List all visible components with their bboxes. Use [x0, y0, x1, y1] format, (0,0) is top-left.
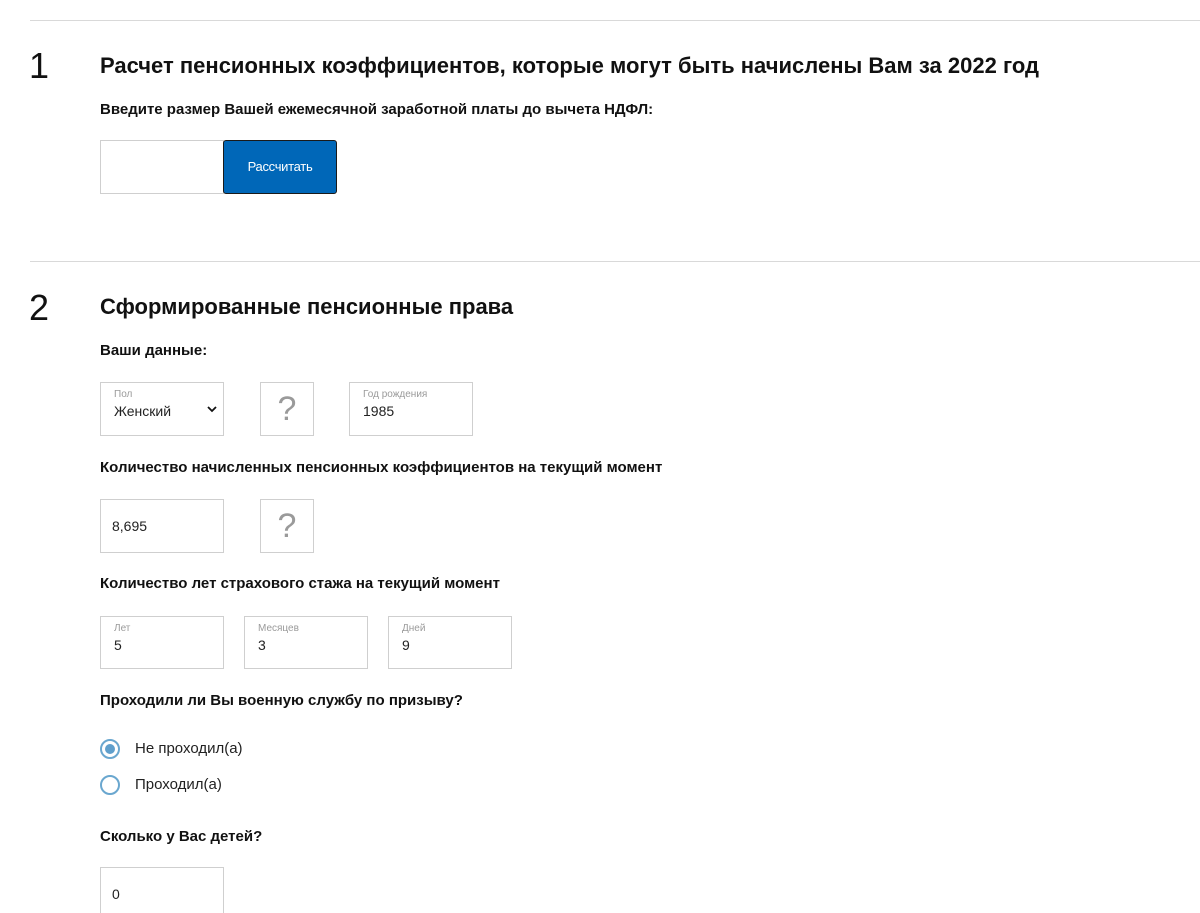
- step-number-1: 1: [29, 45, 50, 86]
- experience-days-label: Дней: [402, 623, 426, 634]
- section-2-title: Сформированные пенсионные права: [100, 294, 514, 319]
- experience-days-field[interactable]: [388, 616, 512, 669]
- experience-months-label: Месяцев: [258, 623, 299, 634]
- gender-value: Женский: [114, 403, 172, 419]
- children-value: 0: [112, 886, 120, 902]
- salary-label: Введите размер Вашей ежемесячной заработной платы до вычета НДФЛ:: [100, 101, 654, 118]
- birth-year-value: 1985: [363, 403, 395, 419]
- experience-days-value: 9: [402, 637, 410, 653]
- calculate-button[interactable]: Рассчитать: [223, 140, 337, 194]
- children-input[interactable]: [100, 867, 224, 913]
- children-label: Сколько у Вас детей?: [100, 828, 263, 845]
- salary-input[interactable]: [100, 140, 224, 194]
- section-divider: [30, 261, 1200, 262]
- step-number-2: 2: [29, 287, 50, 328]
- military-option-label: Проходил(а): [135, 776, 222, 793]
- gender-field-label: Пол: [114, 389, 133, 400]
- coefficients-value: 8,695: [112, 518, 148, 534]
- military-option-not-served[interactable]: [100, 739, 300, 761]
- your-data-label: Ваши данные:: [100, 342, 208, 359]
- coefficients-input[interactable]: [100, 499, 224, 553]
- radio-selected-icon[interactable]: [100, 739, 120, 759]
- experience-months-field[interactable]: [244, 616, 368, 669]
- birth-year-field-label: Год рождения: [363, 389, 428, 400]
- military-service-label: Проходили ли Вы военную службу по призыву?: [100, 692, 463, 709]
- coefficients-label: Количество начисленных пенсионных коэффициентов на текущий момент: [100, 459, 663, 476]
- gender-select[interactable]: [100, 382, 224, 436]
- experience-years-field[interactable]: [100, 616, 224, 669]
- radio-dot: [105, 744, 115, 754]
- gender-help-button[interactable]: ?: [260, 382, 314, 436]
- chevron-down-icon: [207, 405, 217, 413]
- coefficients-help-button[interactable]: ?: [260, 499, 314, 553]
- top-divider: [30, 20, 1200, 21]
- military-option-served[interactable]: [100, 775, 300, 797]
- birth-year-field[interactable]: [349, 382, 473, 436]
- experience-months-value: 3: [258, 637, 266, 653]
- experience-years-label: Лет: [114, 623, 131, 634]
- experience-years-value: 5: [114, 637, 122, 653]
- section-1-title: Расчет пенсионных коэффициентов, которые могут быть начислены Вам за 2022 год: [100, 53, 1039, 78]
- military-option-label: Не проходил(а): [135, 740, 243, 757]
- radio-unselected-icon[interactable]: [100, 775, 120, 795]
- experience-label: Количество лет страхового стажа на текущий момент: [100, 575, 500, 592]
